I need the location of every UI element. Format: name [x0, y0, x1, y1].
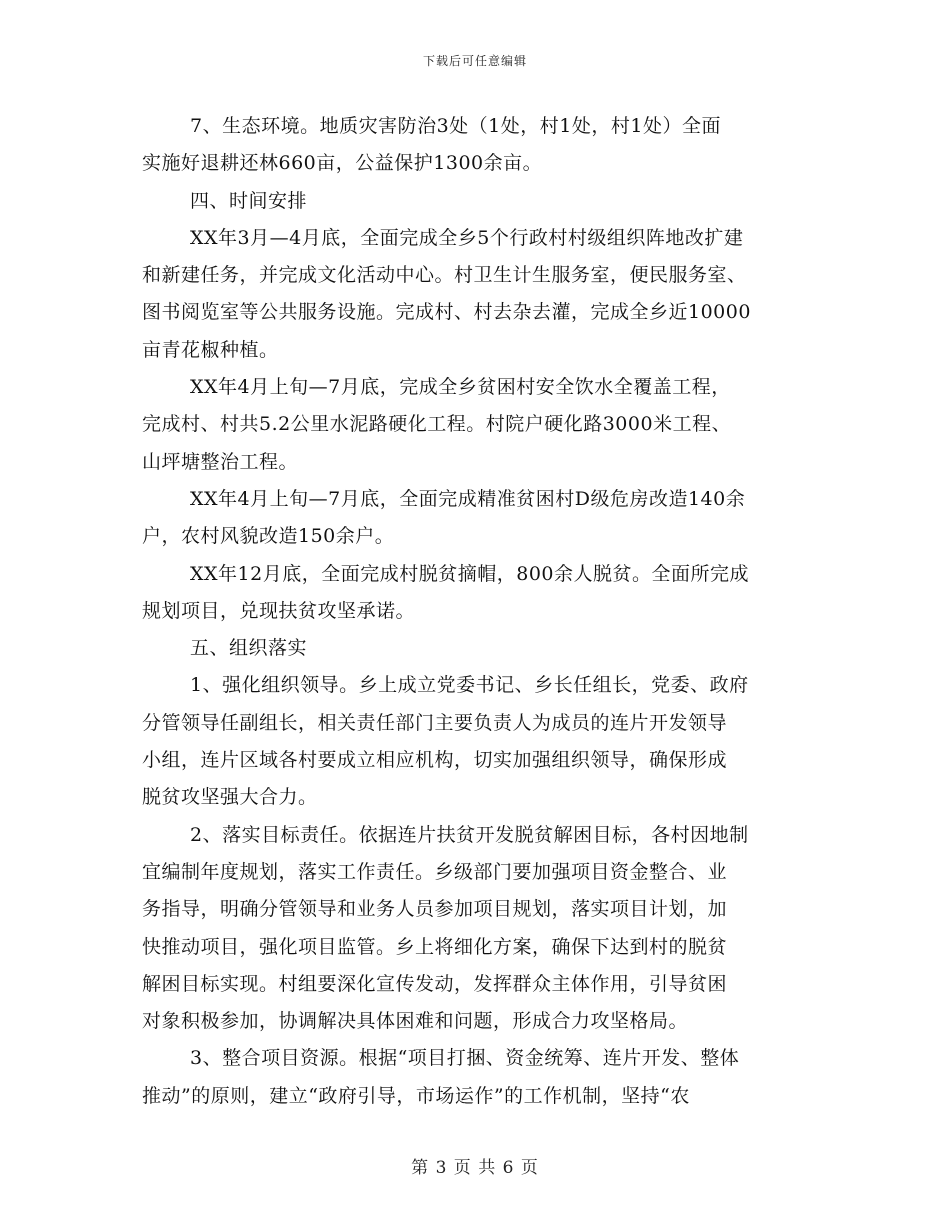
- document-body: [142, 108, 812, 1115]
- text-line: 完成村、村共5.2公里水泥路硬化工程。村院户硬化路3000米工程、: [142, 413, 732, 436]
- text-line: 小组，连片区域各村要成立相应机构，切实加强组织领导，确保形成: [142, 749, 728, 772]
- text-line: 务指导，明确分管领导和业务人员参加项目规划，落实项目计划，加: [142, 898, 728, 921]
- text-line: 图书阅览室等公共服务设施。完成村、村去杂去灌，完成全乡近10000: [142, 301, 751, 324]
- text-line: 对象积极参加，协调解决具体困难和问题，形成合力攻坚格局。: [142, 1010, 689, 1033]
- text-line: 四、时间安排: [190, 189, 308, 212]
- text-line: 山坪塘整治工程。: [142, 450, 299, 473]
- text-line: 宜编制年度规划，落实工作责任。乡级部门要加强项目资金整合、业: [142, 860, 728, 883]
- text-line: 户，农村风貌改造150余户。: [142, 525, 395, 548]
- text-line: 亩青花椒种植。: [142, 338, 279, 361]
- text-line: 3、整合项目资源。根据“项目打捆、资金统筹、连片开发、整体: [190, 1047, 740, 1070]
- text-line: 2、落实目标责任。依据连片扶贫开发脱贫解困目标，各村因地制: [190, 823, 749, 846]
- text-line: XX年4月上旬—7月底，完成全乡贫困村安全饮水全覆盖工程，: [190, 376, 731, 399]
- text-line: 1、强化组织领导。乡上成立党委书记、乡长任组长，党委、政府: [190, 674, 749, 697]
- text-line: 7、生态环境。地质灾害防治3处（1处，村1处，村1处）全面: [190, 115, 721, 137]
- text-line: XX年4月上旬—7月底，全面完成精准贫困村D级危房改造140余: [190, 487, 746, 510]
- page-footer: 第 3 页 共 6 页: [411, 1158, 539, 1178]
- text-line: 分管领导任副组长，相关责任部门主要负责人为成员的连片开发领导: [142, 711, 728, 734]
- text-line: 实施好退耕还林660亩，公益保护1300余亩。: [142, 152, 543, 175]
- text-line: 解困目标实现。村组要深化宣传发动，发挥群众主体作用，引导贫困: [142, 972, 728, 995]
- text-line: 脱贫攻坚强大合力。: [142, 786, 318, 809]
- text-line: 规划项目，兑现扶贫攻坚承诺。: [142, 599, 416, 622]
- text-line: 五、组织落实: [190, 637, 308, 660]
- text-line: 快推动项目，强化项目监管。乡上将细化方案，确保下达到村的脱贫: [142, 935, 728, 958]
- page-header: 下载后可任意编辑: [422, 54, 527, 68]
- text-line: 推动”的原则，建立“政府引导，市场运作”的工作机制，坚持“农: [142, 1084, 690, 1107]
- text-line: XX年12月底，全面完成村脱贫摘帽，800余人脱贫。全面所完成: [190, 562, 749, 585]
- text-line: XX年3月—4月底，全面完成全乡5个行政村村级组织阵地改扩建: [190, 226, 744, 249]
- text-line: 和新建任务，并完成文化活动中心。村卫生计生服务室，便民服务室、: [142, 264, 747, 287]
